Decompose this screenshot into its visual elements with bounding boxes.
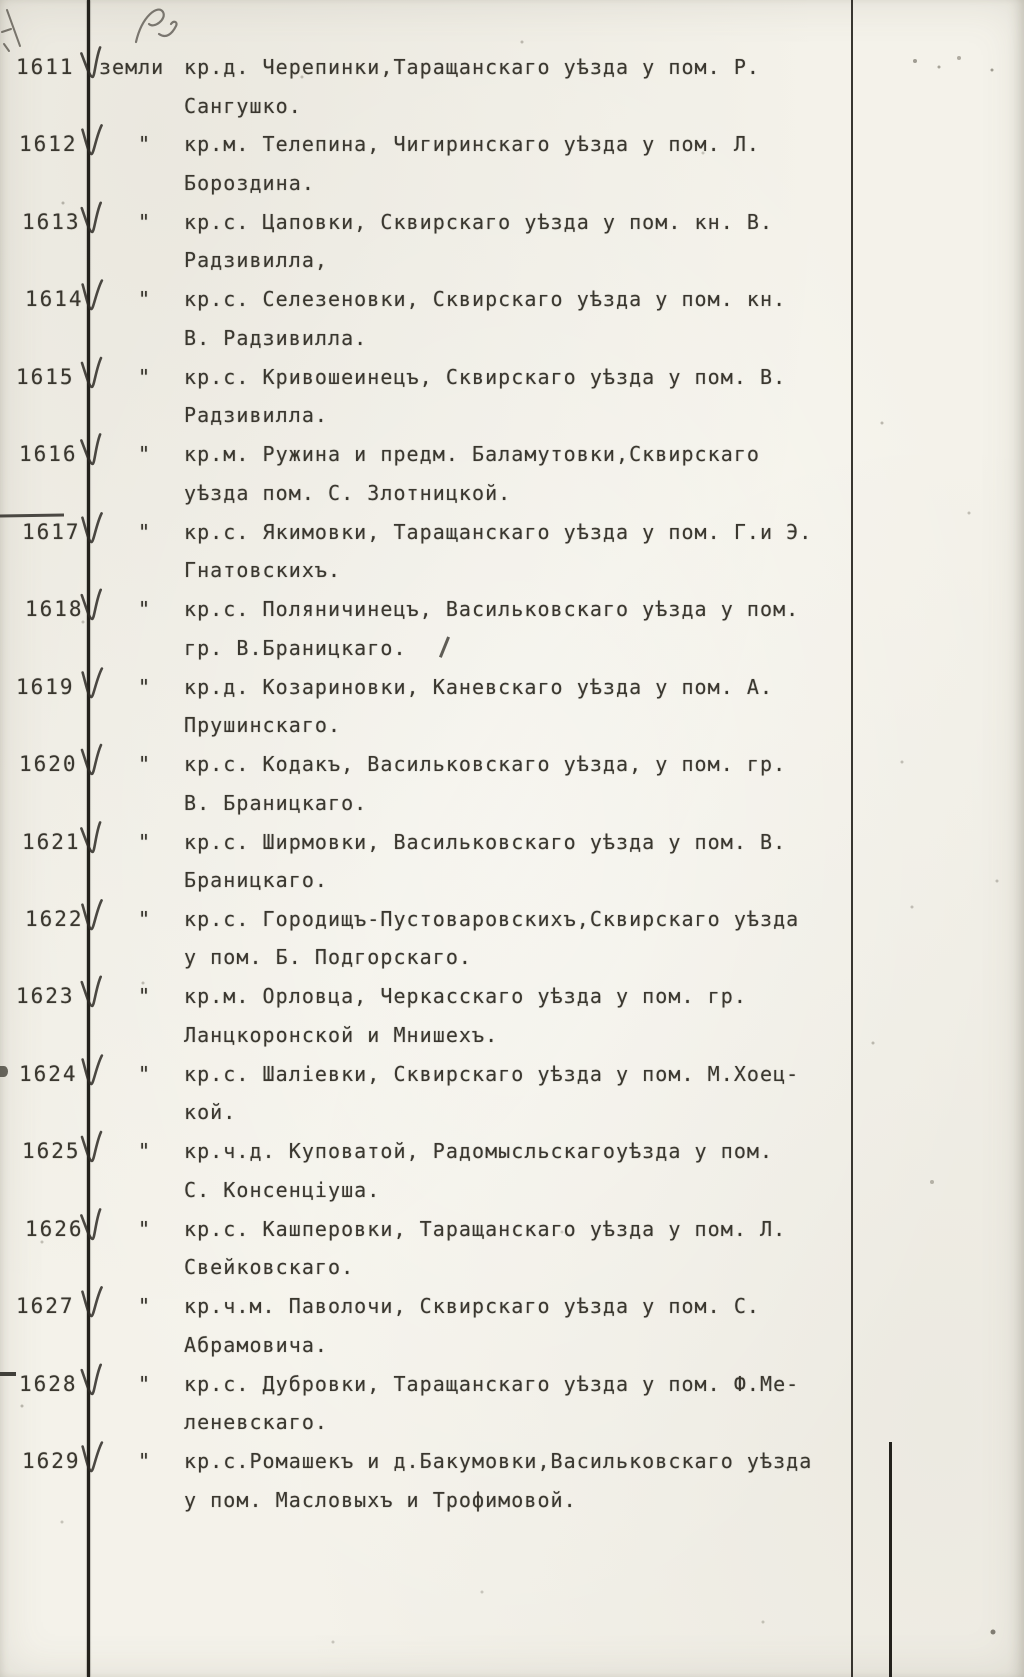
entry-number: 1620 xyxy=(19,752,78,777)
entry-line-1: кр.с. Якимовки, Таращанскаго уѣзда у пом. Г.и Э. xyxy=(184,519,813,544)
ditto-mark: " xyxy=(138,519,151,544)
entry-line-2: леневскаго. xyxy=(184,1410,329,1435)
entry-text xyxy=(184,668,904,745)
ditto-mark: " xyxy=(138,1371,151,1396)
ditto-mark: " xyxy=(138,1449,151,1474)
entry-line-2: Бороздина. xyxy=(184,170,315,195)
entry-line-1: кр.д. Черепинки,Таращанскаго уѣзда у пом. Р. xyxy=(184,55,761,79)
entry-line-1: кр.ч.м. Паволочи, Сквирскаго уѣзда у пом. С. xyxy=(184,1294,761,1319)
entry-number: 1615 xyxy=(16,364,75,389)
entry-text xyxy=(184,280,904,357)
ditto-mark: " xyxy=(138,1061,151,1086)
entry-line-1: кр.с.Ромашекъ и д.Бакумовки,Васильковскаго уѣзда xyxy=(184,1449,813,1474)
entry-line-2: гр. В.Браницкаго. xyxy=(184,635,407,660)
ledger-entry xyxy=(0,590,1024,670)
ditto-mark: " xyxy=(138,984,151,1009)
entry-number: 1614 xyxy=(25,287,84,312)
ditto-mark: " xyxy=(138,674,151,699)
entry-number: 1629 xyxy=(22,1449,81,1474)
checkmark-icon xyxy=(77,432,105,473)
entry-text xyxy=(184,358,904,435)
entry-text xyxy=(184,125,904,202)
checkmark-icon xyxy=(78,1129,104,1169)
ditto-mark: " xyxy=(138,1294,151,1319)
entry-line-2: Абрамовича. xyxy=(184,1332,329,1357)
checkmark-icon xyxy=(78,587,105,627)
entry-line-1: кр.с. Поляничинецъ, Васильковскаго уѣзда у пом. xyxy=(184,597,800,622)
entry-number: 1613 xyxy=(22,209,81,234)
entry-text xyxy=(184,590,904,667)
entry-line-2: Сангушко. xyxy=(184,93,302,118)
entry-line-2: уѣзда пом. С. Злотницкой. xyxy=(184,480,512,505)
ledger-entry xyxy=(0,977,1024,1057)
ditto-mark: " xyxy=(138,1139,151,1164)
ditto-mark: " xyxy=(138,287,151,312)
entry-line-2: Ланцкоронской и Мнишехъ. xyxy=(184,1022,499,1047)
ledger-entry xyxy=(0,745,1024,825)
entry-line-2: Свейковскаго. xyxy=(184,1255,355,1280)
checkmark-icon xyxy=(77,1284,104,1325)
entry-number: 1625 xyxy=(22,1139,81,1164)
ledger-entry xyxy=(0,280,1024,360)
entry-line-1: кр.с. Селезеновки, Сквирскаго уѣзда у пом. кн. xyxy=(184,287,787,312)
checkmark-icon xyxy=(78,355,104,395)
ledger-entry xyxy=(0,435,1024,515)
entry-line-2: Радзивилла, xyxy=(184,248,329,273)
checkmark-icon xyxy=(77,1438,105,1479)
ledger-entry xyxy=(0,513,1024,593)
ledger-entry xyxy=(0,203,1024,283)
entry-number: 1618 xyxy=(25,597,84,622)
entry-line-2: В. Радзивилла. xyxy=(184,325,368,350)
entry-line-1: кр.м. Орловца, Черкасскаго уѣзда у пом. гр. xyxy=(184,984,747,1009)
entry-line-1: кр.д. Козариновки, Каневскаго уѣзда у пом. А. xyxy=(184,674,774,699)
ditto-mark: " xyxy=(138,829,151,854)
ditto-mark: " xyxy=(138,752,151,777)
entry-text xyxy=(184,513,904,590)
entry-text xyxy=(184,1210,904,1287)
entry-text xyxy=(184,823,904,900)
entry-text xyxy=(184,900,904,977)
entry-text xyxy=(184,745,904,822)
checkmark-icon xyxy=(77,122,104,163)
entry-text xyxy=(184,435,904,512)
entry-number: 1627 xyxy=(16,1294,75,1319)
checkmark-icon xyxy=(78,742,104,782)
ditto-mark: земли xyxy=(99,55,165,79)
ledger-entry xyxy=(0,823,1024,903)
entry-line-2: у пом. Масловыхъ и Трофимовой. xyxy=(184,1487,577,1512)
entry-line-2: Прушинскаго. xyxy=(184,713,342,738)
entry-line-2: Радзивилла. xyxy=(184,403,329,428)
ditto-mark: " xyxy=(138,1216,151,1241)
ledger-entry xyxy=(0,900,1024,980)
entry-number: 1616 xyxy=(19,442,78,467)
ditto-mark: " xyxy=(138,442,151,467)
entry-number: 1621 xyxy=(22,829,81,854)
entry-text xyxy=(184,1287,904,1364)
entry-line-1: кр.м. Ружина и предм. Баламутовки,Сквирскаго xyxy=(184,442,761,467)
ledger-entry xyxy=(0,1442,1024,1522)
checkmark-icon xyxy=(78,974,105,1014)
entry-line-2: Гнатовскихъ. xyxy=(184,558,342,583)
checkmark-icon xyxy=(78,1361,105,1401)
ditto-mark: " xyxy=(138,132,151,157)
entry-line-1: кр.с. Дубровки, Таращанскаго уѣзда у пом. Ф.Ме- xyxy=(184,1371,800,1396)
handwritten-squiggle-icon xyxy=(126,2,190,52)
entry-number: 1619 xyxy=(16,674,75,699)
entry-number: 1622 xyxy=(25,906,84,931)
entry-line-1: кр.м. Телепина, Чигиринскаго уѣзда у пом. Л. xyxy=(184,132,761,157)
entry-line-1: кр.с. Кашперовки, Таращанскаго уѣзда у пом. Л. xyxy=(184,1216,787,1241)
checkmark-icon xyxy=(77,819,105,860)
entry-number: 1612 xyxy=(19,132,78,157)
entry-text xyxy=(184,1055,904,1132)
entry-number: 1611 xyxy=(16,55,75,79)
ledger-entry xyxy=(0,48,1024,128)
entry-number: 1626 xyxy=(25,1216,84,1241)
entry-number: 1624 xyxy=(19,1061,78,1086)
entry-line-2: кой. xyxy=(184,1100,237,1125)
entry-line-1: кр.с. Кодакъ, Васильковскаго уѣзда, у пом. гр. xyxy=(184,752,787,777)
checkmark-icon xyxy=(77,1051,105,1092)
entry-line-2: Браницкаго. xyxy=(184,868,329,892)
entry-text xyxy=(184,203,904,280)
entry-line-1: кр.с. Ширмовки, Васильковскаго уѣзда у пом. В. xyxy=(184,829,787,854)
checkmark-icon xyxy=(77,896,104,937)
entry-line-2: у пом. Б. Подгорскаго. xyxy=(184,945,473,970)
entry-line-1: кр.с. Цаповки, Сквирскаго уѣзда у пом. кн. В. xyxy=(184,209,774,234)
entry-text xyxy=(184,1365,904,1442)
ditto-mark: " xyxy=(138,906,151,931)
entry-number: 1617 xyxy=(22,519,81,544)
ledger-entry xyxy=(0,125,1024,205)
entry-number: 1623 xyxy=(16,984,75,1009)
entry-text xyxy=(184,1132,904,1209)
scan-noise-specks xyxy=(0,0,2,2)
checkmark-icon xyxy=(77,1206,105,1247)
ledger-entry xyxy=(0,1055,1024,1135)
entry-line-2: С. Консенціуша. xyxy=(184,1177,381,1202)
checkmark-icon xyxy=(77,277,105,318)
ledger-entry xyxy=(0,1287,1024,1367)
ditto-mark: " xyxy=(138,209,151,234)
ledger-entry xyxy=(0,1365,1024,1445)
entry-text xyxy=(184,977,904,1054)
ledger-entry xyxy=(0,668,1024,748)
ditto-mark: " xyxy=(138,597,151,622)
entry-line-1: кр.ч.д. Куповатой, Радомысльскагоуѣзда у пом. xyxy=(184,1139,774,1164)
ledger-entry xyxy=(0,1132,1024,1212)
ditto-mark: " xyxy=(138,364,151,389)
ledger-entry xyxy=(0,1210,1024,1290)
checkmark-icon xyxy=(77,509,104,550)
entry-line-1: кр.с. Кривошеинецъ, Сквирскаго уѣзда у пом. В. xyxy=(184,364,787,389)
ledger-entry xyxy=(0,358,1024,438)
entry-text xyxy=(184,1442,904,1519)
corner-pen-marks-icon xyxy=(0,4,30,54)
checkmark-icon xyxy=(77,664,105,705)
entry-line-1: кр.с. Шаліевки, Сквирскаго уѣзда у пом. М.Хоец- xyxy=(184,1061,800,1086)
entry-text xyxy=(184,48,904,125)
entry-line-2: В. Браницкаго. xyxy=(184,790,368,815)
checkmark-icon xyxy=(78,200,105,240)
entry-line-1: кр.с. Городищъ-Пустоваровскихъ,Сквирскаго уѣзда xyxy=(184,906,800,931)
entry-number: 1628 xyxy=(19,1371,78,1396)
